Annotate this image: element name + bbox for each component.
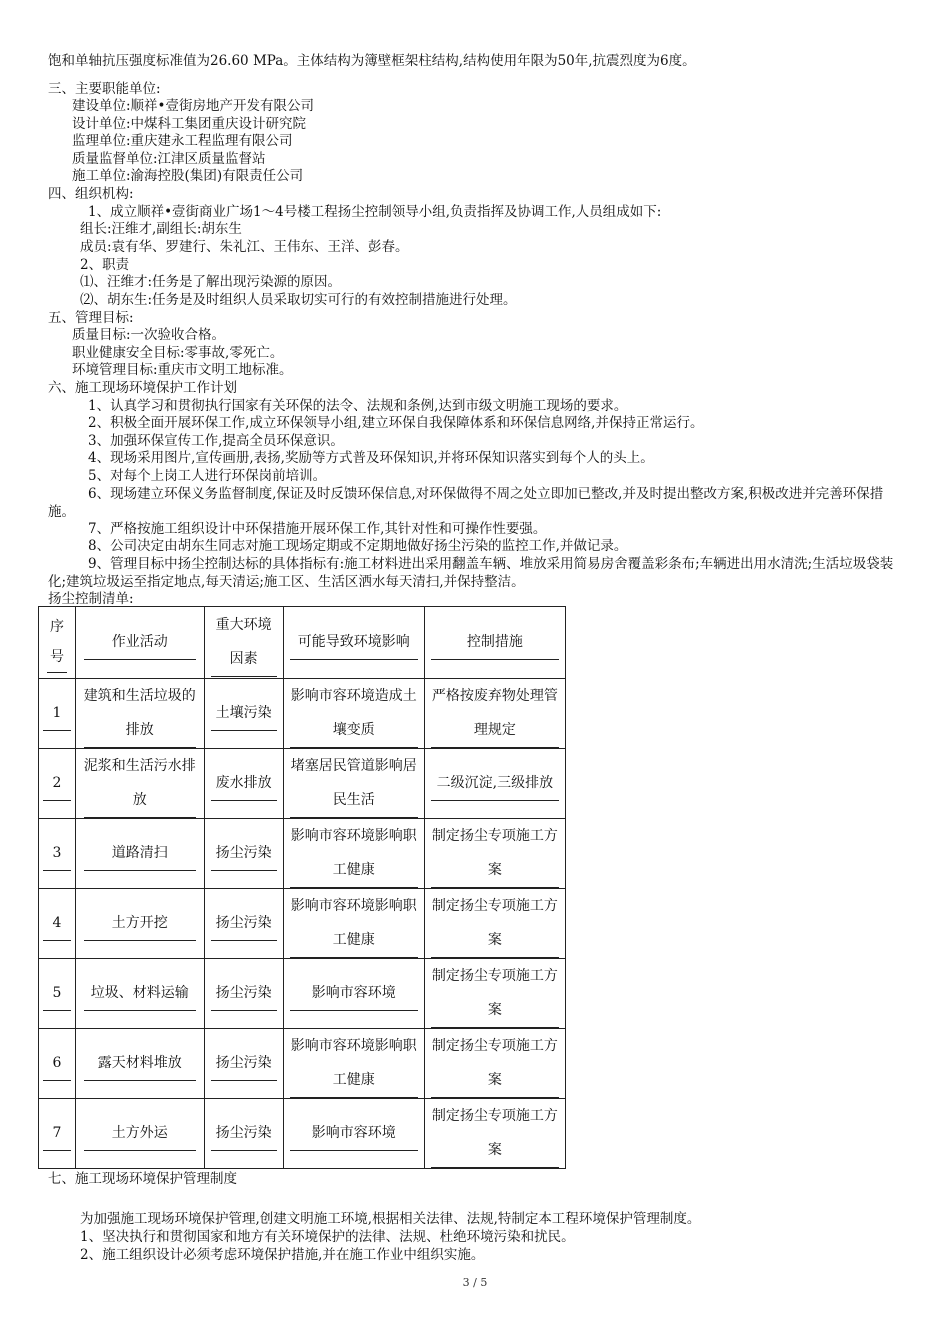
- row-measure: 制定扬尘专项施工方案: [424, 889, 565, 959]
- goal-environment: 环境管理目标:重庆市文明工地标准。: [72, 362, 293, 378]
- policy-item-1: 1、坚决执行和贯彻国家和地方有关环境保护的法律、法规、杜绝环境污染和扰民。: [80, 1229, 575, 1245]
- row-activity: 道路清扫: [76, 819, 205, 889]
- table-caption: 扬尘控制清单:: [48, 591, 134, 607]
- unit-supervisor: 监理单位:重庆建永工程监理有限公司: [72, 133, 293, 149]
- row-impact: 影响市容环境影响职工健康: [283, 1029, 424, 1099]
- row-measure: 二级沉淀,三级排放: [424, 749, 565, 819]
- org-duty-1: ⑴、汪维才:任务是了解出现污染源的原因。: [80, 274, 342, 290]
- plan-item-5: 5、对每个上岗工人进行环保岗前培训。: [88, 468, 327, 484]
- unit-contractor: 施工单位:渝海控股(集团)有限责任公司: [72, 168, 304, 184]
- header-no: 序号: [39, 607, 76, 679]
- row-number: 5: [39, 959, 76, 1029]
- row-number: 2: [39, 749, 76, 819]
- org-duty-2: ⑵、胡东生:任务是及时组织人员采取切实可行的有效控制措施进行处理。: [80, 292, 517, 308]
- plan-item-6: 6、现场建立环保义务监督制度,保证及时反馈环保信息,对环保做得不周之处立即加已整改,并及时提出整改方案,积极改进并完善环保措施。: [48, 486, 884, 520]
- row-measure: 制定扬尘专项施工方案: [424, 819, 565, 889]
- row-impact: 影响市容环境: [283, 1099, 424, 1169]
- row-number: 4: [39, 889, 76, 959]
- table-row: [39, 1029, 566, 1099]
- row-factor: 扬尘污染: [204, 1099, 283, 1169]
- row-number: 6: [39, 1029, 76, 1099]
- goal-quality: 质量目标:一次验收合格。: [72, 327, 226, 343]
- row-number: 1: [39, 679, 76, 749]
- plan-item-3: 3、加强环保宣传工作,提高全员环保意识。: [88, 433, 344, 449]
- org-leader: 组长:汪维才,副组长:胡东生: [80, 221, 242, 237]
- header-measure: 控制措施: [424, 607, 565, 679]
- table-row: [39, 1099, 566, 1169]
- row-impact: 堵塞居民管道影响居民生活: [283, 749, 424, 819]
- row-impact: 影响市容环境影响职工健康: [283, 889, 424, 959]
- row-factor: 废水排放: [204, 749, 283, 819]
- dust-control-table: [38, 606, 566, 1169]
- row-activity: 土方外运: [76, 1099, 205, 1169]
- row-impact: 影响市容环境造成土壤变质: [283, 679, 424, 749]
- org-item-2: 2、职责: [80, 257, 130, 273]
- plan-item-4: 4、现场采用图片,宣传画册,表扬,奖励等方式普及环保知识,并将环保知识落实到每个人的头上。: [88, 450, 654, 466]
- row-measure: 严格按废弃物处理管理规定: [424, 679, 565, 749]
- section-6-title: 六、施工现场环境保护工作计划: [48, 380, 237, 396]
- row-activity: 露天材料堆放: [76, 1029, 205, 1099]
- table-row: [39, 819, 566, 889]
- header-impact: 可能导致环境影响: [283, 607, 424, 679]
- unit-quality: 质量监督单位:江津区质量监督站: [72, 151, 266, 167]
- page-number: 3 / 5: [462, 1276, 488, 1289]
- row-measure: 制定扬尘专项施工方案: [424, 959, 565, 1029]
- plan-item-1: 1、认真学习和贯彻执行国家有关环保的法令、法规和条例,达到市级文明施工现场的要求。: [88, 398, 628, 414]
- table-row: [39, 679, 566, 749]
- row-measure: 制定扬尘专项施工方案: [424, 1099, 565, 1169]
- goal-safety: 职业健康安全目标:零事故,零死亡。: [72, 345, 284, 361]
- plan-item-8: 8、公司决定由胡东生同志对施工现场定期或不定期地做好扬尘污染的监控工作,并做记录。: [88, 538, 628, 554]
- header-activity: 作业活动: [76, 607, 205, 679]
- section-7-title: 七、施工现场环境保护管理制度: [48, 1171, 237, 1187]
- org-members: 成员:袁有华、罗建行、朱礼江、王伟东、王洋、彭春。: [80, 239, 409, 255]
- row-factor: 扬尘污染: [204, 819, 283, 889]
- unit-builder: 建设单位:顺祥•壹街房地产开发有限公司: [72, 98, 315, 114]
- row-activity: 泥浆和生活污水排放: [76, 749, 205, 819]
- header-factor: 重大环境因素: [204, 607, 283, 679]
- row-factor: 扬尘污染: [204, 959, 283, 1029]
- row-factor: 土壤污染: [204, 679, 283, 749]
- section-5-title: 五、管理目标:: [48, 310, 134, 326]
- unit-designer: 设计单位:中煤科工集团重庆设计研究院: [72, 116, 307, 132]
- row-number: 3: [39, 819, 76, 889]
- row-activity: 垃圾、材料运输: [76, 959, 205, 1029]
- policy-intro: 为加强施工现场环境保护管理,创建文明施工环境,根据相关法律、法规,特制定本工程环境保护管理制度。: [80, 1211, 701, 1227]
- row-activity: 土方开挖: [76, 889, 205, 959]
- table-row: [39, 889, 566, 959]
- plan-item-2: 2、积极全面开展环保工作,成立环保领导小组,建立环保自我保障体系和环保信息网络,并保持正常运行。: [88, 415, 704, 431]
- row-activity: 建筑和生活垃圾的排放: [76, 679, 205, 749]
- row-number: 7: [39, 1099, 76, 1169]
- paragraph-materials: 饱和单轴抗压强度标准值为26.60 MPa。主体结构为簿壁框架柱结构,结构使用年限为50年,抗震烈度为6度。: [48, 53, 696, 69]
- table-header-row: [39, 607, 566, 679]
- policy-item-2: 2、施工组织设计必须考虑环境保护措施,并在施工作业中组织实施。: [80, 1247, 485, 1263]
- table-row: [39, 749, 566, 819]
- plan-item-7: 7、严格按施工组织设计中环保措施开展环保工作,其针对性和可操作性要强。: [88, 521, 547, 537]
- row-factor: 扬尘污染: [204, 889, 283, 959]
- row-measure: 制定扬尘专项施工方案: [424, 1029, 565, 1099]
- row-impact: 影响市容环境: [283, 959, 424, 1029]
- section-3-title: 三、主要职能单位:: [48, 81, 161, 97]
- row-impact: 影响市容环境影响职工健康: [283, 819, 424, 889]
- row-factor: 扬尘污染: [204, 1029, 283, 1099]
- org-item-1: 1、成立顺祥•壹街商业广场1～4号楼工程扬尘控制领导小组,负责指挥及协调工作,人员组成如下:: [88, 204, 662, 220]
- table-row: [39, 959, 566, 1029]
- section-4-title: 四、组织机构:: [48, 186, 134, 202]
- plan-item-9: 9、管理目标中扬尘控制达标的具体指标有:施工材料进出采用翻盖车辆、堆放采用简易房舍覆盖彩条布;车辆进出用水清洗;生活垃圾袋装化;建筑垃圾运至指定地点,每天清运;施工区、生活区洒水每天清扫,并保持整洁。: [48, 556, 894, 590]
